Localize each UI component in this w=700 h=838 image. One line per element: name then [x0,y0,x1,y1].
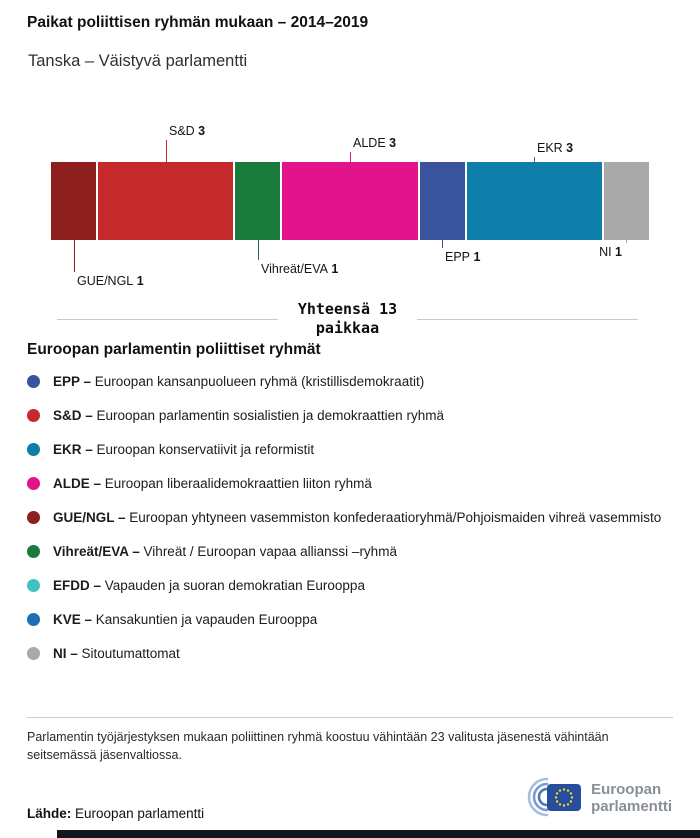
callout-label-s-d: S&D 3 [169,124,206,138]
legend-color-dot [27,613,40,626]
callout-line-ekr [534,157,535,162]
callout-line-s-d [166,140,167,162]
source-line [27,806,204,821]
page-title: Paikat poliittisen ryhmän mukaan – 2014–2019 [27,14,369,31]
total-seats-line1: Yhteensä 13 [297,300,398,318]
callout-line-epp [442,240,443,248]
seats-stacked-bar-chart [51,124,649,288]
ep-logo-text-line2: parlamentti [591,798,672,815]
legend-list [27,373,667,679]
legend-color-dot [27,647,40,660]
legend-item-kve [27,611,667,629]
total-seats-block [57,300,638,338]
callout-label-epp: EPP 1 [445,250,481,264]
legend-item-sd [27,407,667,425]
legend-item-ekr [27,441,667,459]
bottom-bar [57,830,700,838]
callout-label-alde: ALDE 3 [353,136,397,150]
legend-color-dot [27,511,40,524]
footnote-text: Parlamentin työjärjestyksen mukaan poliittinen ryhmä koostuu vähintään 23 valitusta jäsenestä vähintään seitsemässä jäsenvaltiossa. [27,730,609,763]
callout-label-vihre-t-eva: Vihreät/EVA 1 [261,262,339,276]
total-seats-line2: paikkaa [315,319,380,337]
legend-heading: Euroopan parlamentin poliittiset ryhmät [27,341,321,358]
legend-item-epp [27,373,667,391]
legend-item-text: KVE – Kansakuntien ja vapauden Eurooppa [53,612,318,627]
total-rule-left [57,319,278,320]
legend-color-dot [27,443,40,456]
source-value: Euroopan parlamentti [75,806,205,821]
legend-item-alde [27,475,667,493]
total-seats-label [298,300,397,338]
callout-label-ni: NI 1 [599,245,622,259]
ep-logo-text [591,781,672,816]
european-parliament-logo-icon [521,776,583,820]
legend-item-text: S&D – Euroopan parlamentin sosialistien ja demokraattien ryhmä [53,408,444,423]
footnote-divider [27,717,673,718]
callout-line-gue-ngl [74,240,75,272]
legend-color-dot [27,579,40,592]
chart-callouts [51,124,649,288]
legend-color-dot [27,477,40,490]
legend-item-text: NI – Sitoutumattomat [53,646,180,661]
legend-item-ni [27,645,667,663]
callout-line-vihre-t-eva [258,240,259,260]
legend-item-text: ALDE – Euroopan liberaalidemokraattien liiton ryhmä [53,476,372,491]
legend-color-dot [27,409,40,422]
legend-color-dot [27,375,40,388]
page-subtitle: Tanska – Väistyvä parlamentti [28,52,248,70]
legend-item-text: EPP – Euroopan kansanpuolueen ryhmä (kristillisdemokraatit) [53,374,425,389]
callout-line-ni [626,240,627,243]
legend-item-text: Vihreät/EVA – Vihreät / Euroopan vapaa allianssi –ryhmä [53,544,397,559]
legend-color-dot [27,545,40,558]
total-rule-right [417,319,638,320]
callout-label-gue-ngl: GUE/NGL 1 [77,274,144,288]
source-label: Lähde: [27,806,72,821]
legend-item-text: EKR – Euroopan konservatiivit ja reformistit [53,442,315,457]
legend-item-text: GUE/NGL – Euroopan yhtyneen vasemmiston konfederaatioryhmä/Pohjoismaiden vihreä vasemmisto [53,510,662,525]
ep-logo-text-line1: Euroopan [591,780,662,798]
legend-item-text: EFDD – Vapauden ja suoran demokratian Eurooppa [53,578,365,593]
legend-item-efdd [27,577,667,595]
legend-item-vihreat-eva [27,543,667,561]
callout-line-alde [350,152,351,162]
ep-logo [521,776,672,820]
callout-label-ekr: EKR 3 [537,141,574,155]
legend-item-gue-ngl [27,509,667,527]
